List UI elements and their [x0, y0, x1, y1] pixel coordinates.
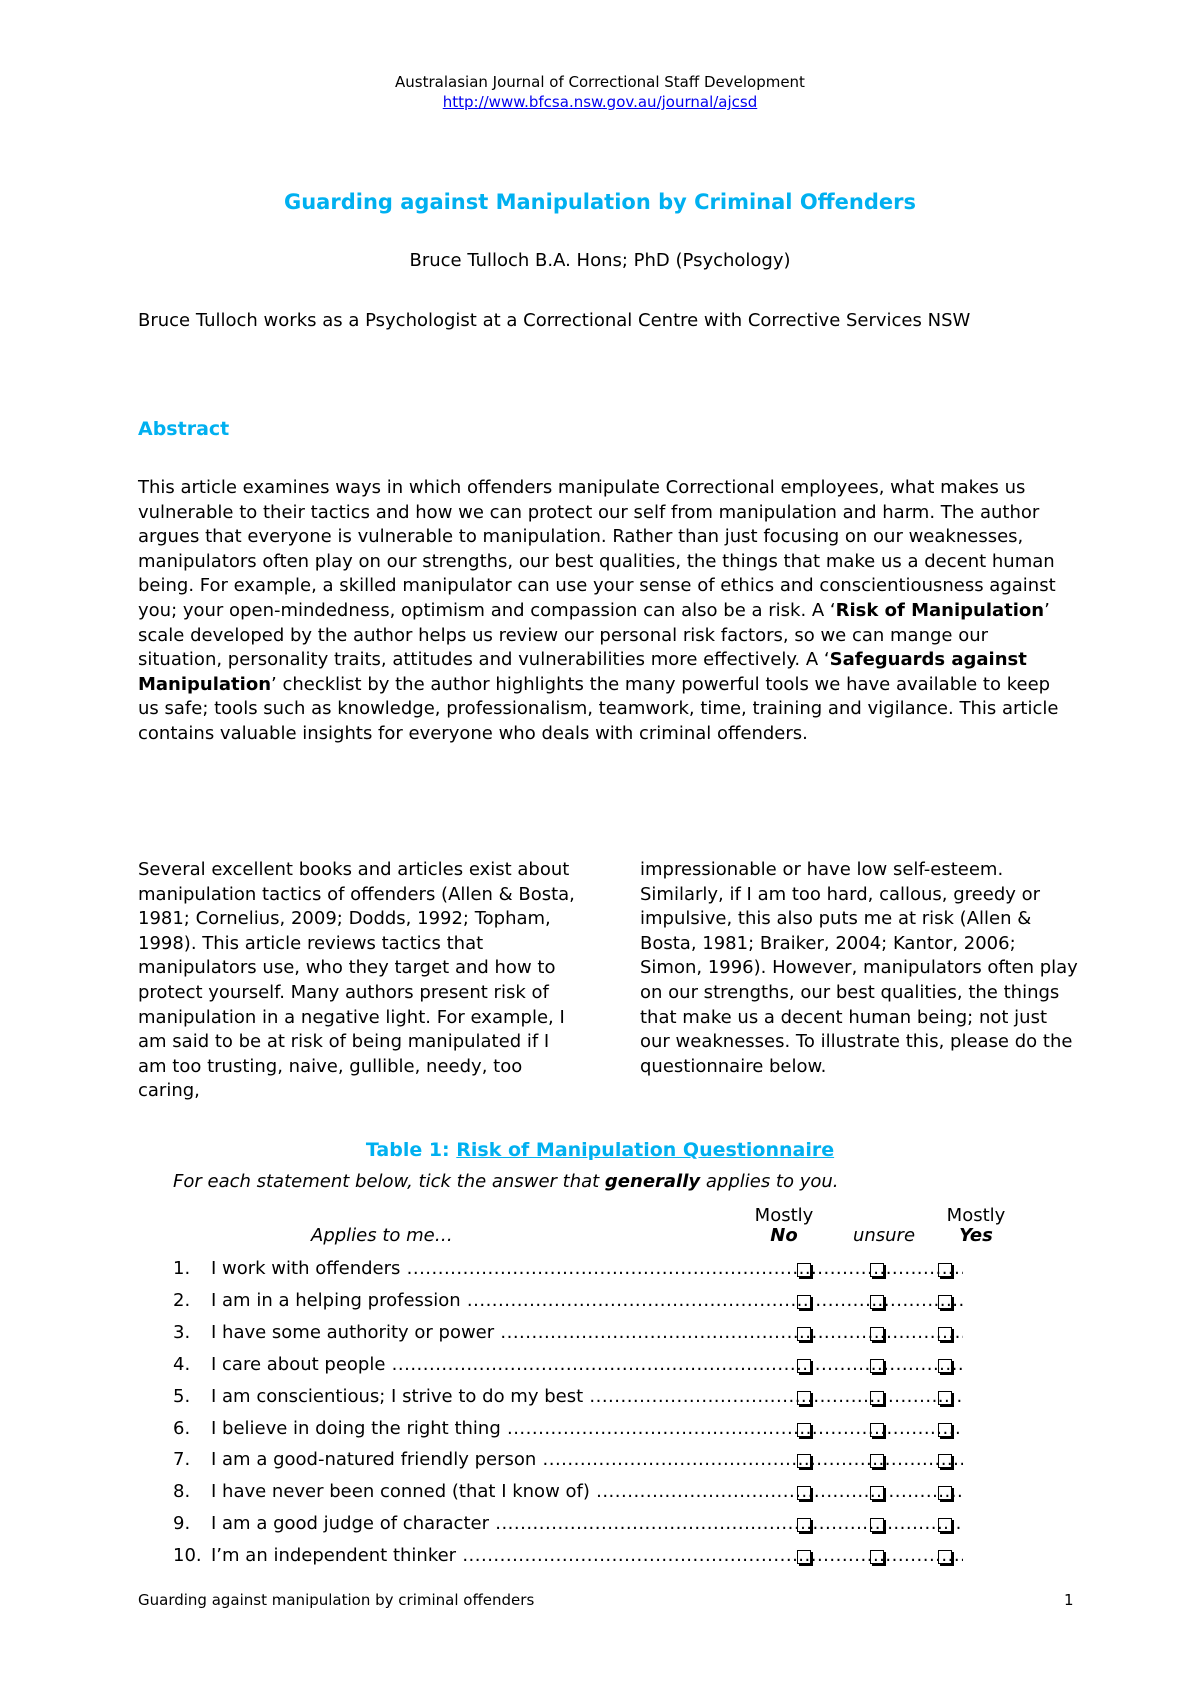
- page-number: 1: [1064, 1591, 1074, 1609]
- body-column-left: Several excellent books and articles exist about manipulation tactics of offenders (Allen & Bosta, 1981; Cornelius, 2009; Dodds, 1992; Topham, 1998). This article reviews tactics that manipulators use, who they target and how to protect yourself. Many authors present risk of manipulation in a negative light. For example, I am said to be at risk of being manipulated if I am too trusting, naive, gullible, needy, too caring,: [138, 859, 575, 1102]
- questionnaire-row: [173, 1418, 1043, 1446]
- item-number: 5.: [173, 1385, 191, 1407]
- checkbox-mostly-yes[interactable]: [938, 1327, 952, 1341]
- questionnaire-row: [173, 1258, 1043, 1286]
- checkbox-mostly-no[interactable]: [797, 1391, 811, 1405]
- col-no-label: No: [770, 1225, 798, 1246]
- checkbox-mostly-yes[interactable]: [938, 1263, 952, 1277]
- col-header-no: [744, 1206, 824, 1246]
- footer-running-title: Guarding against manipulation by criminal offenders: [138, 1591, 535, 1609]
- article-title: Guarding against Manipulation by Criminal Offenders: [284, 190, 916, 214]
- col-header-unsure: unsure: [852, 1225, 916, 1246]
- journal-link[interactable]: http://www.bfcsa.nsw.gov.au/journal/ajcsd: [442, 93, 758, 111]
- checkbox-unsure[interactable]: [870, 1550, 884, 1564]
- body-column-right: impressionable or have low self-esteem. Similarly, if I am too hard, callous, greedy or impulsive, this also puts me at risk (Allen & Bosta, 1981; Braiker, 2004; Kantor, 2006; Simon, 1996). However, manipulators often play on our strengths, our best qualities, the things that make us a decent human being; not just our weaknesses. To illustrate this, please do the questionnaire below.: [640, 859, 1078, 1077]
- abstract-text: [138, 476, 1076, 747]
- abstract-bold-risk: Risk of Manipulation: [835, 599, 1045, 621]
- checkbox-unsure[interactable]: [870, 1423, 884, 1437]
- abstract-part-3: ’ checklist by the author highlights the many powerful tools we have available to keep us safe; tools such as knowledge, professionalism, teamwork, time, training and vigilance. This article contains valuable insights for everyone who deals with criminal offenders.: [138, 673, 1059, 744]
- item-statement: I am in a helping profession .....: [211, 1290, 963, 1311]
- instruction-b: applies to you.: [700, 1171, 839, 1192]
- table-caption-text: Risk of Manipulation Questionnaire: [456, 1139, 835, 1161]
- checkbox-mostly-yes[interactable]: [938, 1295, 952, 1309]
- item-number: 8.: [173, 1481, 191, 1503]
- checkbox-mostly-yes[interactable]: [938, 1486, 952, 1500]
- checkbox-unsure[interactable]: [870, 1518, 884, 1532]
- questionnaire-row: [173, 1513, 1043, 1541]
- col-no-mostly: Mostly: [754, 1205, 814, 1226]
- questionnaire-row: [173, 1449, 1043, 1477]
- questionnaire-row: [173, 1481, 1043, 1509]
- item-statement: I believe in doing the right thing .....: [211, 1418, 963, 1439]
- abstract-bold-safeguards: Safeguards against Manipulation: [138, 649, 1027, 695]
- checkbox-unsure[interactable]: [870, 1391, 884, 1405]
- item-number: 9.: [173, 1513, 191, 1535]
- checkbox-mostly-yes[interactable]: [938, 1518, 952, 1532]
- abstract-part-2: ’ scale developed by the author helps us review our personal risk factors, so we can mange our situation, personality traits, attitudes and vulnerabilities more effectively. A ‘: [138, 599, 1050, 671]
- item-statement: I have never been conned (that I know of) .....: [211, 1481, 963, 1502]
- checkbox-mostly-no[interactable]: [797, 1327, 811, 1341]
- checkbox-unsure[interactable]: [870, 1486, 884, 1500]
- item-statement: I am a good-natured friendly person .....: [211, 1449, 963, 1470]
- item-number: 2.: [173, 1289, 191, 1311]
- item-statement: I work with offenders .....: [211, 1258, 963, 1279]
- col-yes-label: Yes: [959, 1225, 993, 1246]
- questionnaire-row: [173, 1545, 1043, 1573]
- checkbox-mostly-yes[interactable]: [938, 1454, 952, 1468]
- checkbox-mostly-no[interactable]: [797, 1295, 811, 1309]
- table-label: Table 1:: [365, 1139, 457, 1161]
- checkbox-unsure[interactable]: [870, 1263, 884, 1277]
- author-line: Bruce Tulloch B.A. Hons; PhD (Psychology): [409, 250, 791, 271]
- checkbox-mostly-yes[interactable]: [938, 1423, 952, 1437]
- checkbox-unsure[interactable]: [870, 1327, 884, 1341]
- applies-header: Applies to me…: [311, 1225, 453, 1246]
- checkbox-mostly-no[interactable]: [797, 1518, 811, 1532]
- running-header: [0, 72, 1200, 112]
- questionnaire-row: [173, 1354, 1043, 1382]
- checkbox-mostly-yes[interactable]: [938, 1391, 952, 1405]
- abstract-part-1: This article examines ways in which offenders manipulate Correctional employees, what makes us vulnerable to their tactics and how we can protect our self from manipulation and harm. The author argues that everyone is vulnerable to manipulation. Rather than just focusing on our weaknesses, manipulators often play on our strengths, our best qualities, the things that make us a decent human being. For example, a skilled manipulator can use your sense of ethics and conscientiousness against you; your open-mindedness, optimism and compassion can also be a risk. A ‘: [138, 477, 1056, 621]
- table-caption: [0, 1139, 1200, 1161]
- instruction-bold: generally: [604, 1171, 701, 1192]
- checkbox-mostly-yes[interactable]: [938, 1359, 952, 1373]
- item-number: 7.: [173, 1449, 191, 1471]
- checkbox-mostly-no[interactable]: [797, 1359, 811, 1373]
- questionnaire-row: [173, 1290, 1043, 1318]
- item-statement: I have some authority or power .....: [211, 1322, 963, 1343]
- author-bio: Bruce Tulloch works as a Psychologist at a Correctional Centre with Corrective Services NSW: [138, 310, 971, 331]
- questionnaire-row: [173, 1386, 1043, 1414]
- questionnaire-row: [173, 1322, 1043, 1350]
- table-instruction: [173, 1171, 839, 1192]
- item-statement: I am a good judge of character .....: [211, 1513, 963, 1534]
- item-statement: I care about people .....: [211, 1354, 963, 1375]
- checkbox-unsure[interactable]: [870, 1359, 884, 1373]
- item-statement: I am conscientious; I strive to do my best .....: [211, 1386, 963, 1407]
- abstract-heading: Abstract: [138, 418, 230, 440]
- instruction-a: For each statement below, tick the answer that: [173, 1171, 605, 1192]
- checkbox-unsure[interactable]: [870, 1295, 884, 1309]
- checkbox-mostly-no[interactable]: [797, 1454, 811, 1468]
- checkbox-mostly-no[interactable]: [797, 1423, 811, 1437]
- checkbox-mostly-no[interactable]: [797, 1486, 811, 1500]
- item-number: 3.: [173, 1321, 191, 1343]
- item-number: 6.: [173, 1417, 191, 1439]
- checkbox-mostly-no[interactable]: [797, 1263, 811, 1277]
- item-number: 4.: [173, 1353, 191, 1375]
- col-header-yes: [936, 1206, 1016, 1246]
- journal-name: Australasian Journal of Correctional Staff Development: [395, 73, 805, 91]
- item-number: 1.: [173, 1258, 191, 1279]
- checkbox-mostly-no[interactable]: [797, 1550, 811, 1564]
- col-yes-mostly: Mostly: [946, 1205, 1006, 1226]
- checkbox-mostly-yes[interactable]: [938, 1550, 952, 1564]
- checkbox-unsure[interactable]: [870, 1454, 884, 1468]
- item-number: 10.: [173, 1545, 202, 1567]
- item-statement: I’m an independent thinker .....: [211, 1545, 963, 1566]
